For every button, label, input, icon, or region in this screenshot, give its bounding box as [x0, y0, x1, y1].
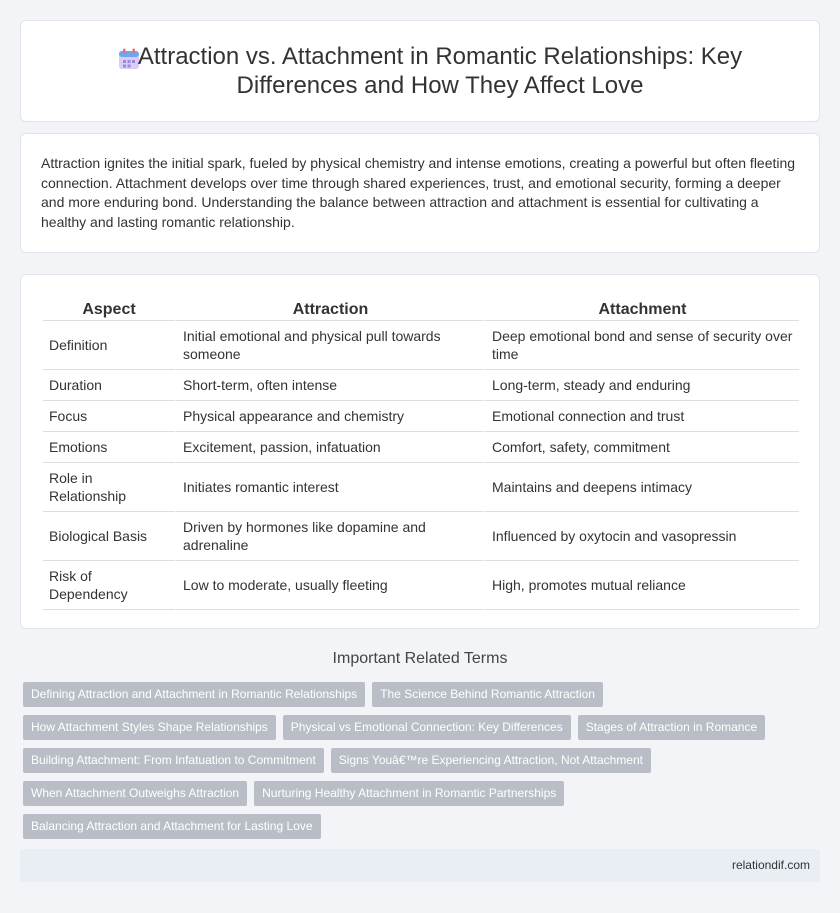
- related-term-tag[interactable]: Nurturing Healthy Attachment in Romantic Partnerships: [254, 781, 564, 806]
- table-row: [43, 401, 799, 432]
- table-cell: Biological Basis: [43, 512, 175, 561]
- table-row: [43, 512, 799, 561]
- table-row: [43, 432, 799, 463]
- related-term-tag[interactable]: Physical vs Emotional Connection: Key Differences: [283, 715, 571, 740]
- table-cell: Emotions: [43, 432, 175, 463]
- table-cell: Influenced by oxytocin and vasopressin: [484, 512, 799, 561]
- table-cell: Duration: [43, 370, 175, 401]
- footer-bar: [20, 849, 820, 882]
- comparison-table-card: [20, 274, 820, 629]
- table-cell: Maintains and deepens intimacy: [484, 463, 799, 512]
- related-term-tag[interactable]: Defining Attraction and Attachment in Romantic Relationships: [23, 682, 365, 707]
- table-cell: Driven by hormones like dopamine and adrenaline: [175, 512, 484, 561]
- table-row: [43, 561, 799, 610]
- table-cell: Role in Relationship: [43, 463, 175, 512]
- table-cell: Initiates romantic interest: [175, 463, 484, 512]
- table-cell: Initial emotional and physical pull towards someone: [175, 321, 484, 370]
- table-row: [43, 370, 799, 401]
- related-term-tag[interactable]: Building Attachment: From Infatuation to Commitment: [23, 748, 324, 773]
- table-cell: Definition: [43, 321, 175, 370]
- table-cell: Short-term, often intense: [175, 370, 484, 401]
- site-credit-link[interactable]: relationdif.com: [731, 858, 810, 872]
- table-cell: Deep emotional bond and sense of security over time: [484, 321, 799, 370]
- related-terms-heading: Important Related Terms: [332, 650, 508, 667]
- related-term-tag[interactable]: Stages of Attraction in Romance: [578, 715, 765, 740]
- table-header-row: [43, 295, 799, 321]
- table-cell: Emotional connection and trust: [484, 401, 799, 432]
- column-header-attachment: Attachment: [484, 295, 799, 321]
- intro-paragraph: Attraction ignites the initial spark, fueled by physical chemistry and intense emotions, creating a powerful but often fleeting connection. Attachment develops over time through shared experiences, trust, and emotional security, forming a deeper and more enduring bond. Understanding the balance between attraction and attachment is essential for cultivating a healthy and lasting romantic relationship.: [41, 155, 796, 230]
- table-cell: High, promotes mutual reliance: [484, 561, 799, 610]
- related-term-tag[interactable]: The Science Behind Romantic Attraction: [372, 682, 603, 707]
- table-cell: Long-term, steady and enduring: [484, 370, 799, 401]
- related-term-tag[interactable]: When Attachment Outweighs Attraction: [23, 781, 247, 806]
- related-term-tag[interactable]: Balancing Attraction and Attachment for Lasting Love: [23, 814, 321, 839]
- table-cell: Physical appearance and chemistry: [175, 401, 484, 432]
- page-title: Attraction vs. Attachment in Romantic Relationships: Key Differences and How They Affect Love: [137, 43, 743, 99]
- table-cell: Focus: [43, 401, 175, 432]
- table-cell: Excitement, passion, infatuation: [175, 432, 484, 463]
- table-cell: Comfort, safety, commitment: [484, 432, 799, 463]
- header-card: [20, 20, 820, 122]
- table-row: [43, 321, 799, 370]
- related-terms-list: [23, 682, 783, 839]
- table-cell: Low to moderate, usually fleeting: [175, 561, 484, 610]
- column-header-aspect: Aspect: [43, 295, 175, 321]
- intro-card: [20, 133, 820, 253]
- table-cell: Risk of Dependency: [43, 561, 175, 610]
- comparison-table: [43, 295, 799, 610]
- related-term-tag[interactable]: How Attachment Styles Shape Relationships: [23, 715, 276, 740]
- table-row: [43, 463, 799, 512]
- column-header-attraction: Attraction: [175, 295, 484, 321]
- related-term-tag[interactable]: Signs Youâ€™re Experiencing Attraction, Not Attachment: [331, 748, 651, 773]
